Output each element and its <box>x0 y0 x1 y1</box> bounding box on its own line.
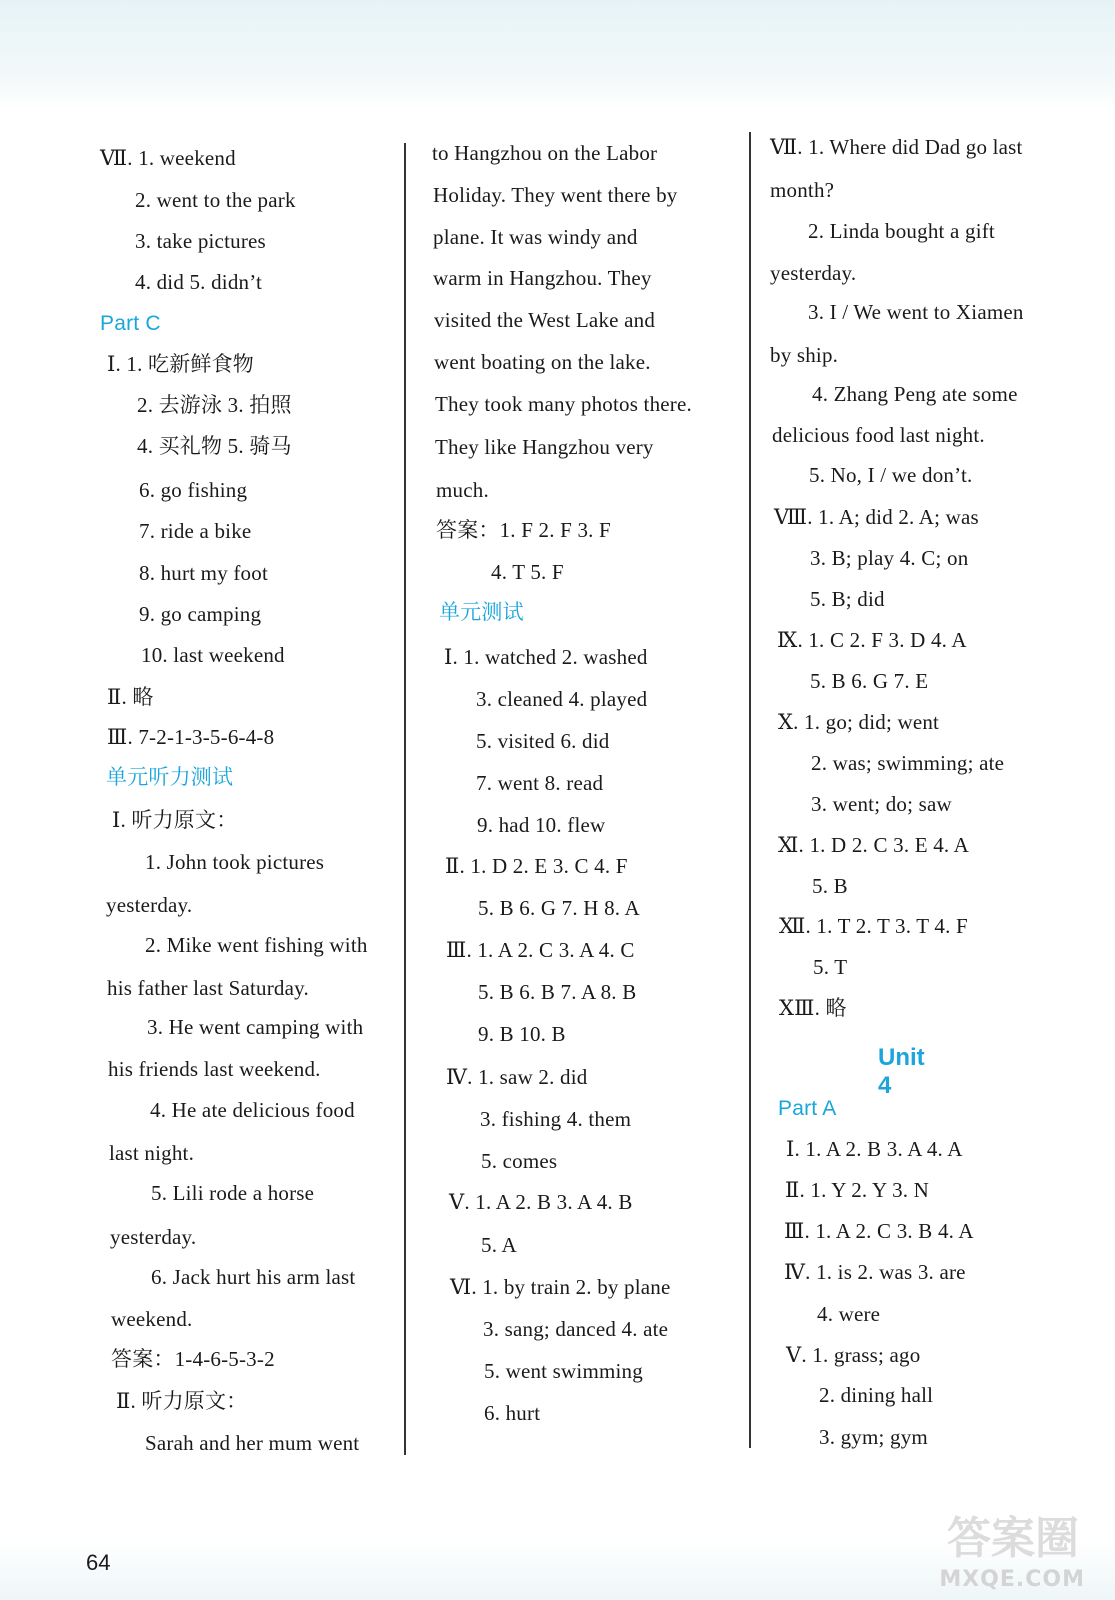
watermark-logo: 答案圈 <box>947 1513 1079 1564</box>
answer-line: 7. went 8. read <box>476 771 604 795</box>
answer-line: his friends last weekend. <box>108 1057 321 1081</box>
answer-line: Ⅺ. 1. D 2. C 3. E 4. A <box>778 833 970 857</box>
answer-line: went boating on the lake. <box>434 350 651 374</box>
answer-line: 6. Jack hurt his arm last <box>151 1265 356 1289</box>
answer-line: month? <box>770 178 835 202</box>
answer-line: 3. gym; gym <box>819 1425 928 1449</box>
answer-line: 3. B; play 4. C; on <box>810 546 969 570</box>
answer-line: Ⅵ. 1. by train 2. by plane <box>450 1275 671 1299</box>
answer-line: Ⅶ. 1. Where did Dad go last <box>770 135 1023 159</box>
answer-line: Ⅻ. 1. T 2. T 3. T 4. F <box>779 914 968 938</box>
answer-line: 4. did 5. didn’t <box>135 270 263 294</box>
answer-line: 6. go fishing <box>139 478 248 502</box>
answer-line: 9. had 10. flew <box>477 813 606 837</box>
answer-line: 4. T 5. F <box>491 560 564 584</box>
answer-line: Ⅰ. 1. watched 2. washed <box>444 645 648 669</box>
answer-line: 9. B 10. B <box>478 1022 566 1046</box>
answer-line: 2. was; swimming; ate <box>811 751 1005 775</box>
answer-line: 5. No, I / we don’t. <box>809 463 973 487</box>
answer-line: yesterday. <box>106 893 193 917</box>
answer-line: Ⅸ. 1. C 2. F 3. D 4. A <box>777 628 967 652</box>
answer-line: plane. It was windy and <box>433 225 638 249</box>
section-heading-part-c: Part C <box>100 312 161 335</box>
answer-line: 9. go camping <box>139 602 262 626</box>
answer-line: Ⅱ. 略 <box>107 685 154 709</box>
answer-line: 5. B <box>812 874 848 898</box>
answer-line: 5. B 6. B 7. A 8. B <box>478 980 637 1004</box>
answer-line: 3. I / We went to Xiamen <box>808 300 1024 324</box>
answer-line: delicious food last night. <box>772 423 985 447</box>
answer-line: Ⅰ. 听力原文： <box>112 808 238 832</box>
answer-line: ⅩⅢ. 略 <box>779 996 847 1020</box>
answer-line: 4. Zhang Peng ate some <box>812 382 1018 406</box>
answer-line: Ⅱ. 1. Y 2. Y 3. N <box>785 1178 930 1202</box>
answer-line: 5. Lili rode a horse <box>151 1181 315 1205</box>
answer-line: 2. 去游泳 3. 拍照 <box>137 393 292 417</box>
answer-line: 5. comes <box>481 1149 558 1173</box>
answer-line: 3. cleaned 4. played <box>476 687 648 711</box>
answer-line: his father last Saturday. <box>107 976 309 1000</box>
unit-4-title: Unit 4 <box>878 1044 925 1099</box>
watermark-site: MXQE.COM <box>939 1567 1085 1592</box>
answer-line: They took many photos there. <box>435 392 692 416</box>
answer-line: 2. went to the park <box>135 188 296 212</box>
answer-line: much. <box>436 478 489 502</box>
answer-line: 5. went swimming <box>484 1359 643 1383</box>
answer-line: 5. T <box>813 955 848 979</box>
answer-line: 6. hurt <box>484 1401 541 1425</box>
answer-line: 1. John took pictures <box>145 850 325 874</box>
section-heading-unit-listening-test: 单元听力测试 <box>106 766 234 789</box>
section-heading-unit-test: 单元测试 <box>439 601 524 624</box>
answer-line: 5. B; did <box>810 587 885 611</box>
top-background-band <box>0 0 1115 110</box>
answer-line: 4. He ate delicious food <box>150 1098 355 1122</box>
answer-line: 4. 买礼物 5. 骑马 <box>137 434 292 458</box>
answer-line: 5. B 6. G 7. H 8. A <box>478 896 640 920</box>
answer-line: last night. <box>109 1141 195 1165</box>
answer-line: 8. hurt my foot <box>139 561 268 585</box>
answer-line: 5. visited 6. did <box>476 729 610 753</box>
answer-line: weekend. <box>111 1307 193 1331</box>
answer-line: warm in Hangzhou. They <box>433 266 652 290</box>
answer-line: Ⅱ. 1. D 2. E 3. C 4. F <box>445 854 628 878</box>
answer-line: Sarah and her mum went <box>145 1431 360 1455</box>
column-divider-left <box>404 143 406 1455</box>
answer-line: Ⅱ. 听力原文： <box>116 1389 248 1413</box>
answer-line: Ⅷ. 1. A; did 2. A; was <box>774 505 979 529</box>
answer-line: Ⅰ. 1. 吃新鲜食物 <box>107 352 254 376</box>
answer-line: Ⅳ. 1. saw 2. did <box>446 1065 588 1089</box>
answer-line: 5. A <box>481 1233 517 1257</box>
answer-line: Ⅹ. 1. go; did; went <box>778 710 940 734</box>
answer-line: Ⅳ. 1. is 2. was 3. are <box>784 1260 966 1284</box>
answer-line: 10. last weekend <box>141 643 285 667</box>
answer-line: yesterday. <box>770 261 857 285</box>
answer-line: Ⅲ. 7-2-1-3-5-6-4-8 <box>107 725 275 749</box>
answer-line: Ⅰ. 1. A 2. B 3. A 4. A <box>786 1137 963 1161</box>
answer-line: Ⅲ. 1. A 2. C 3. A 4. C <box>446 938 635 962</box>
answer-line: 7. ride a bike <box>139 519 252 543</box>
answer-line: yesterday. <box>110 1225 197 1249</box>
answer-line: 2. dining hall <box>819 1383 934 1407</box>
answer-line: They like Hangzhou very <box>435 435 654 459</box>
answer-line: 3. fishing 4. them <box>480 1107 632 1131</box>
answer-line: Holiday. They went there by <box>433 183 678 207</box>
answer-line: 3. take pictures <box>135 229 266 253</box>
answer-line: 2. Mike went fishing with <box>145 933 368 957</box>
answer-line: Ⅴ. 1. A 2. B 3. A 4. B <box>449 1190 633 1214</box>
section-heading-part-a: Part A <box>778 1097 837 1120</box>
answer-line: 3. sang; danced 4. ate <box>483 1317 669 1341</box>
answer-line: 答案：1-4-6-5-3-2 <box>111 1347 275 1371</box>
column-divider-right <box>749 132 751 1448</box>
answer-line: by ship. <box>770 343 839 367</box>
answer-line: 3. He went camping with <box>147 1015 364 1039</box>
answer-line: 5. B 6. G 7. E <box>810 669 929 693</box>
page-number: 64 <box>86 1550 111 1575</box>
answer-line: to Hangzhou on the Labor <box>432 141 658 165</box>
answer-line: Ⅴ. 1. grass; ago <box>786 1343 921 1367</box>
answer-line: 3. went; do; saw <box>811 792 952 816</box>
answer-line: 2. Linda bought a gift <box>808 219 995 243</box>
answer-line: Ⅲ. 1. A 2. C 3. B 4. A <box>784 1219 974 1243</box>
answer-line: 4. were <box>817 1302 881 1326</box>
answer-line: 答案：1. F 2. F 3. F <box>436 518 611 542</box>
answer-line: Ⅶ. 1. weekend <box>100 146 236 170</box>
answer-line: visited the West Lake and <box>434 308 656 332</box>
